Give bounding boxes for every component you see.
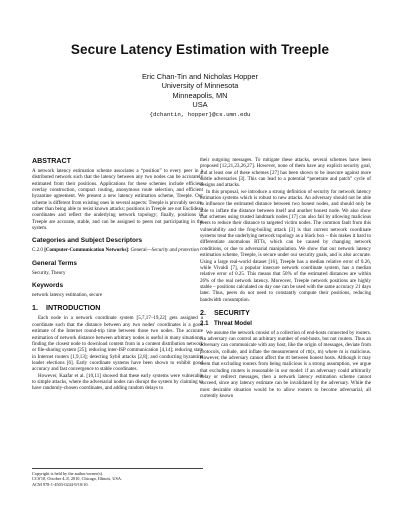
keywords-heading: Keywords [32,282,64,290]
right-paragraph-1: their outgoing messages. To mitigate these attacks, several schemes have been proposed [12,21,23,26,27]. However, none of them have any explicit security goal, and at least one of these schemes [27] has been shown to be insecure against more subtle adversaries [3]. This can lead to a potential “penetrate and patch” cycle of designs and attacks. [200,157,371,189]
footnote-line-1: Copyright is held by the author/owner(s). [32,471,104,476]
categories-rest: : General— [127,247,152,254]
introduction-paragraph-2: However, Kaafar et al. [10,11] showed that these early systems were vulnerable to simple attacks, where the adversarial nodes can disrupt the system by claiming to have randomly-chosen coordinates, and adding random delays to [32,372,203,392]
introduction-title: INTRODUCTION [46,304,101,313]
categories-text [32,247,203,253]
introduction-heading [32,304,203,313]
author-city: Minneapolis, MN [172,90,228,100]
categories-code: C.2.0 [32,247,43,254]
author-affiliation: University of Minnesota [161,81,239,91]
categories-italic: Security and protection [151,247,199,254]
security-number: 2. [200,308,206,317]
general-terms-heading: General Terms [32,259,78,267]
keywords-text: network latency estimation, secure [32,292,103,299]
general-terms-text: Security, Theory [32,269,66,276]
threat-model-number: 2.1 [200,319,209,327]
footnote-line-3: ACM 978-1-4503-0244-9/10/10. [32,481,89,487]
right-column [200,157,371,509]
author-block [0,72,400,119]
categories-heading: Categories and Subject Descriptors [32,237,143,245]
threat-model-paragraph: We assume the network consist of a collection of end-hosts connected by routers. An adversary can control an arbitrary number of end-hosts, but not routers. Thus an adversary can communicate with any host, like the origin of messages, deviate from protocols, collude, and inflate the measurement of rtt(x, m) where m is malicious. However, the adversary cannot affect the rtt between honest hosts. Although it may seem that excluding routers from being malicious is a strong assumption, we argue that excluding routers is reasonable in our model: if an adversary could arbitrarily delay or redirect messages, then a network latency estimation scheme cannot succeed, since any latency estimate can be invalidated by the adversary. While the most desirable situation would be to allow routers to become adversarial, all currently known [200,329,371,399]
author-country: USA [192,100,208,110]
introduction-paragraph-1: Each node in a network coordinate system [5,7,17–19,22] gets assigned a coordinate such that the distance between any two nodes' coordinates is a good estimate of the Internet round-trip time between those two nodes. The accurate estimation of network distance between arbitrary nodes is useful in many situations: finding the closest node to download content from in a content distribution network or file-sharing system [25]; reducing inter-ISP communication [4,14]; reducing state in Internet routers [1,9,13]; detecting Sybil attacks [2,8]; and conducting byzantine leader elections [6]. Early coordinate systems have been shown to exhibit good accuracy and fast convergence to stable coordinates. [32,315,203,373]
introduction-number: 1. [32,304,38,313]
security-heading [200,309,371,318]
abstract-text: A network latency estimation scheme associates a “position” to every peer in a distributed network such that the latency between any two nodes can be accurately estimated from their positions. Applications for these schemes include efficient overlay construction, compact routing, anonymous route selection, and efficient byzantine agreement. We present a new latency estimation scheme, Treeple. Our scheme is different from existing ones in several aspects: Treeple is provably secure, rather than being able to resist known attacks; positions in Treeple are not Euclidean coordinates and reflect the underlying network topology; finally, positions in Treeple are accurate, stable, and can be assigned to peers not participating in the system. [32,168,203,232]
copyright-footnote [32,468,203,487]
paper-title: Secure Latency Estimation with Treeple [70,42,330,57]
footnote-line-2: CCS'10, October 4–8, 2010, Chicago, Illinois, USA. [32,476,123,482]
author-names: Eric Chan-Tin and Nicholas Hopper [142,72,258,81]
categories-bold: [Computer-Communication Networks] [44,247,128,254]
threat-model-title: Threat Model [214,319,252,327]
threat-model-heading [200,320,371,328]
left-column [32,157,203,509]
author-email: {dchantin, hopper}@cs.umn.edu [149,110,251,118]
right-paragraph-2: In this proposal, we introduce a strong definition of security for network latency estimation systems which is robust to new attacks. An adversary should not be able to influence the estimated distance between two honest nodes, and should only be able to inflate the distance between itself and another honest node. We also show that schemes using trusted landmark nodes [17] can also fail by allowing malicious peers to reduce their distance to targeted victim nodes. The common fault from this vulnerability and the frog-boiling attack [3] is that current network coordinate systems treat the underlying network topology as a black box – this makes it hard to differentiate anomalous RTTs, which can be caused by changing network conditions, or due to adversarial manipulation. We show that our network latency estimation scheme, Treeple, is secure under our security goals, and is also accurate. Using a large real-world dataset [16], Treeple has a median relative error of 0.26, while Vivaldi [7], a popular insecure network coordinate system, has a median relative error of 0.25. This means that 50% of the estimated distances are within 26% of the real network latency. Moreover, Treeple network positions are highly stable – positions calculated on day one can be used with the same accuracy 21 days later. Thus, peers do not need to constantly compute their positions, reducing bandwidth consumption. [200,188,371,303]
security-title: SECURITY [214,308,250,317]
abstract-heading: ABSTRACT [32,157,72,165]
